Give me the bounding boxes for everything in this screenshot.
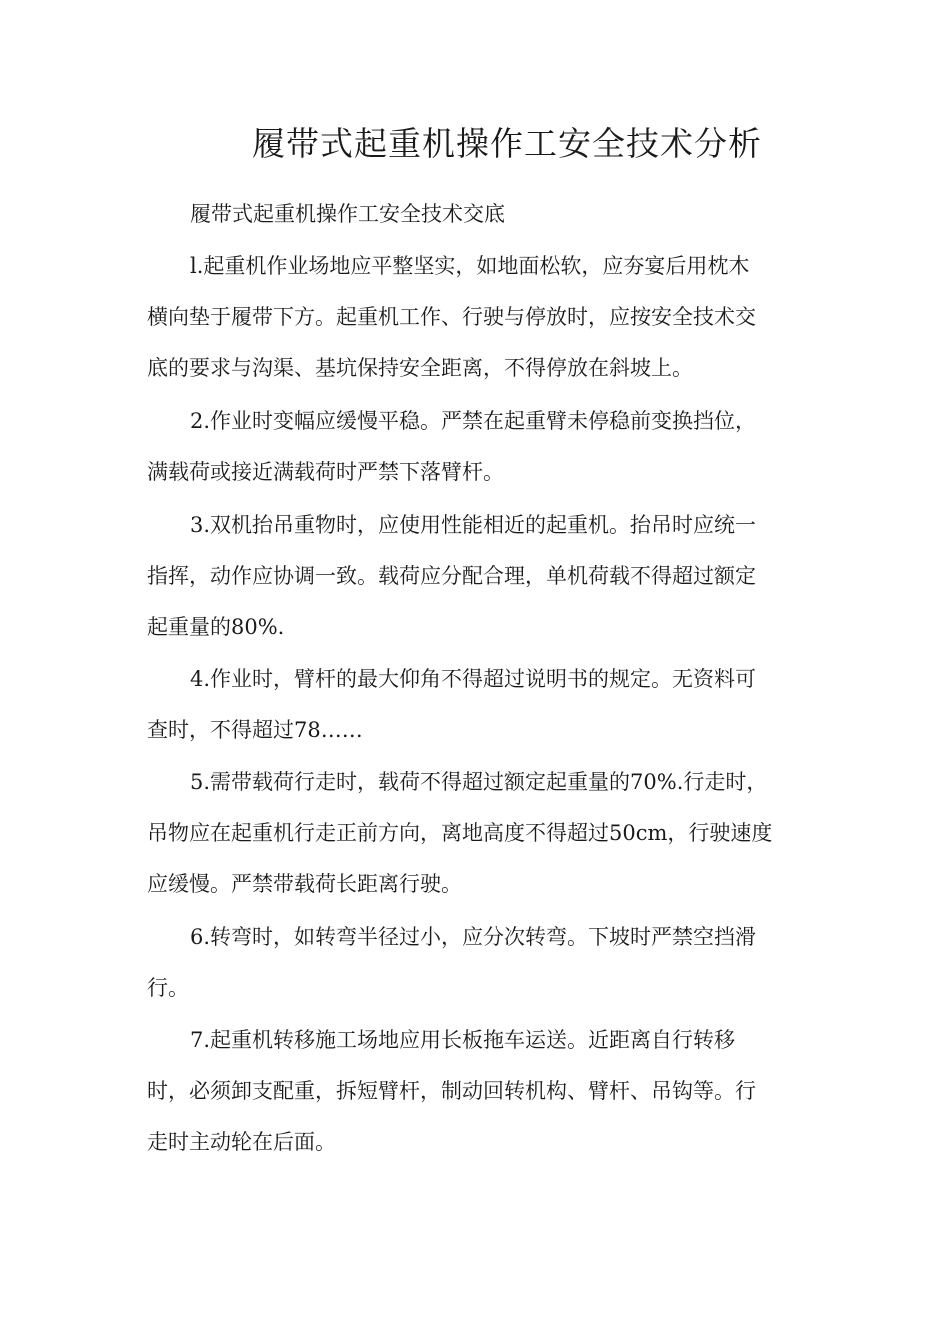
text-line: 指挥，动作应协调一致。载荷应分配合理，单机荷载不得超过额定 [147, 564, 756, 588]
text-line: 2.作业时变幅应缓慢平稳。严禁在起重臂未停稳前变换挡位， [190, 409, 757, 433]
text-line: 走时主动轮在后面。 [147, 1130, 336, 1154]
text-line: 行。 [147, 976, 189, 1000]
text-line: l.起重机作业场地应平整坚实，如地面松软，应夯宴后用枕木 [190, 254, 750, 278]
text-line: 时，必须卸支配重，拆短臂杆，制动回转机构、臂杆、吊钩等。行 [147, 1079, 756, 1103]
text-line: 6.转弯时，如转弯半径过小，应分次转弯。下坡时严禁空挡滑 [190, 925, 757, 949]
text-line: 5.需带载荷行走时，载荷不得超过额定起重量的70%.行走时， [190, 770, 768, 794]
text-line: 起重量的80%. [147, 615, 285, 639]
text-line: 4.作业时，臂杆的最大仰角不得超过说明书的规定。无资料可 [190, 667, 757, 691]
text-line: 吊物应在起重机行走正前方向，离地高度不得超过50cm，行驶速度 [147, 821, 773, 845]
document-subtitle: 履带式起重机操作工安全技术交底 [190, 202, 505, 226]
document-title: 履带式起重机操作工安全技术分析 [252, 124, 762, 163]
text-line: 查时，不得超过78…… [147, 718, 363, 742]
text-line: 7.起重机转移施工场地应用长板拖车运送。近距离自行转移 [190, 1028, 736, 1052]
text-line: 横向垫于履带下方。起重机工作、行驶与停放时，应按安全技术交 [147, 305, 756, 329]
text-line: 3.双机抬吊重物时，应使用性能相近的起重机。抬吊时应统一 [190, 513, 757, 537]
text-line: 应缓慢。严禁带载荷长距离行驶。 [147, 872, 462, 896]
text-line: 满载荷或接近满载荷时严禁下落臂杆。 [147, 460, 504, 484]
text-line: 底的要求与沟渠、基坑保持安全距离，不得停放在斜坡上。 [147, 356, 693, 380]
